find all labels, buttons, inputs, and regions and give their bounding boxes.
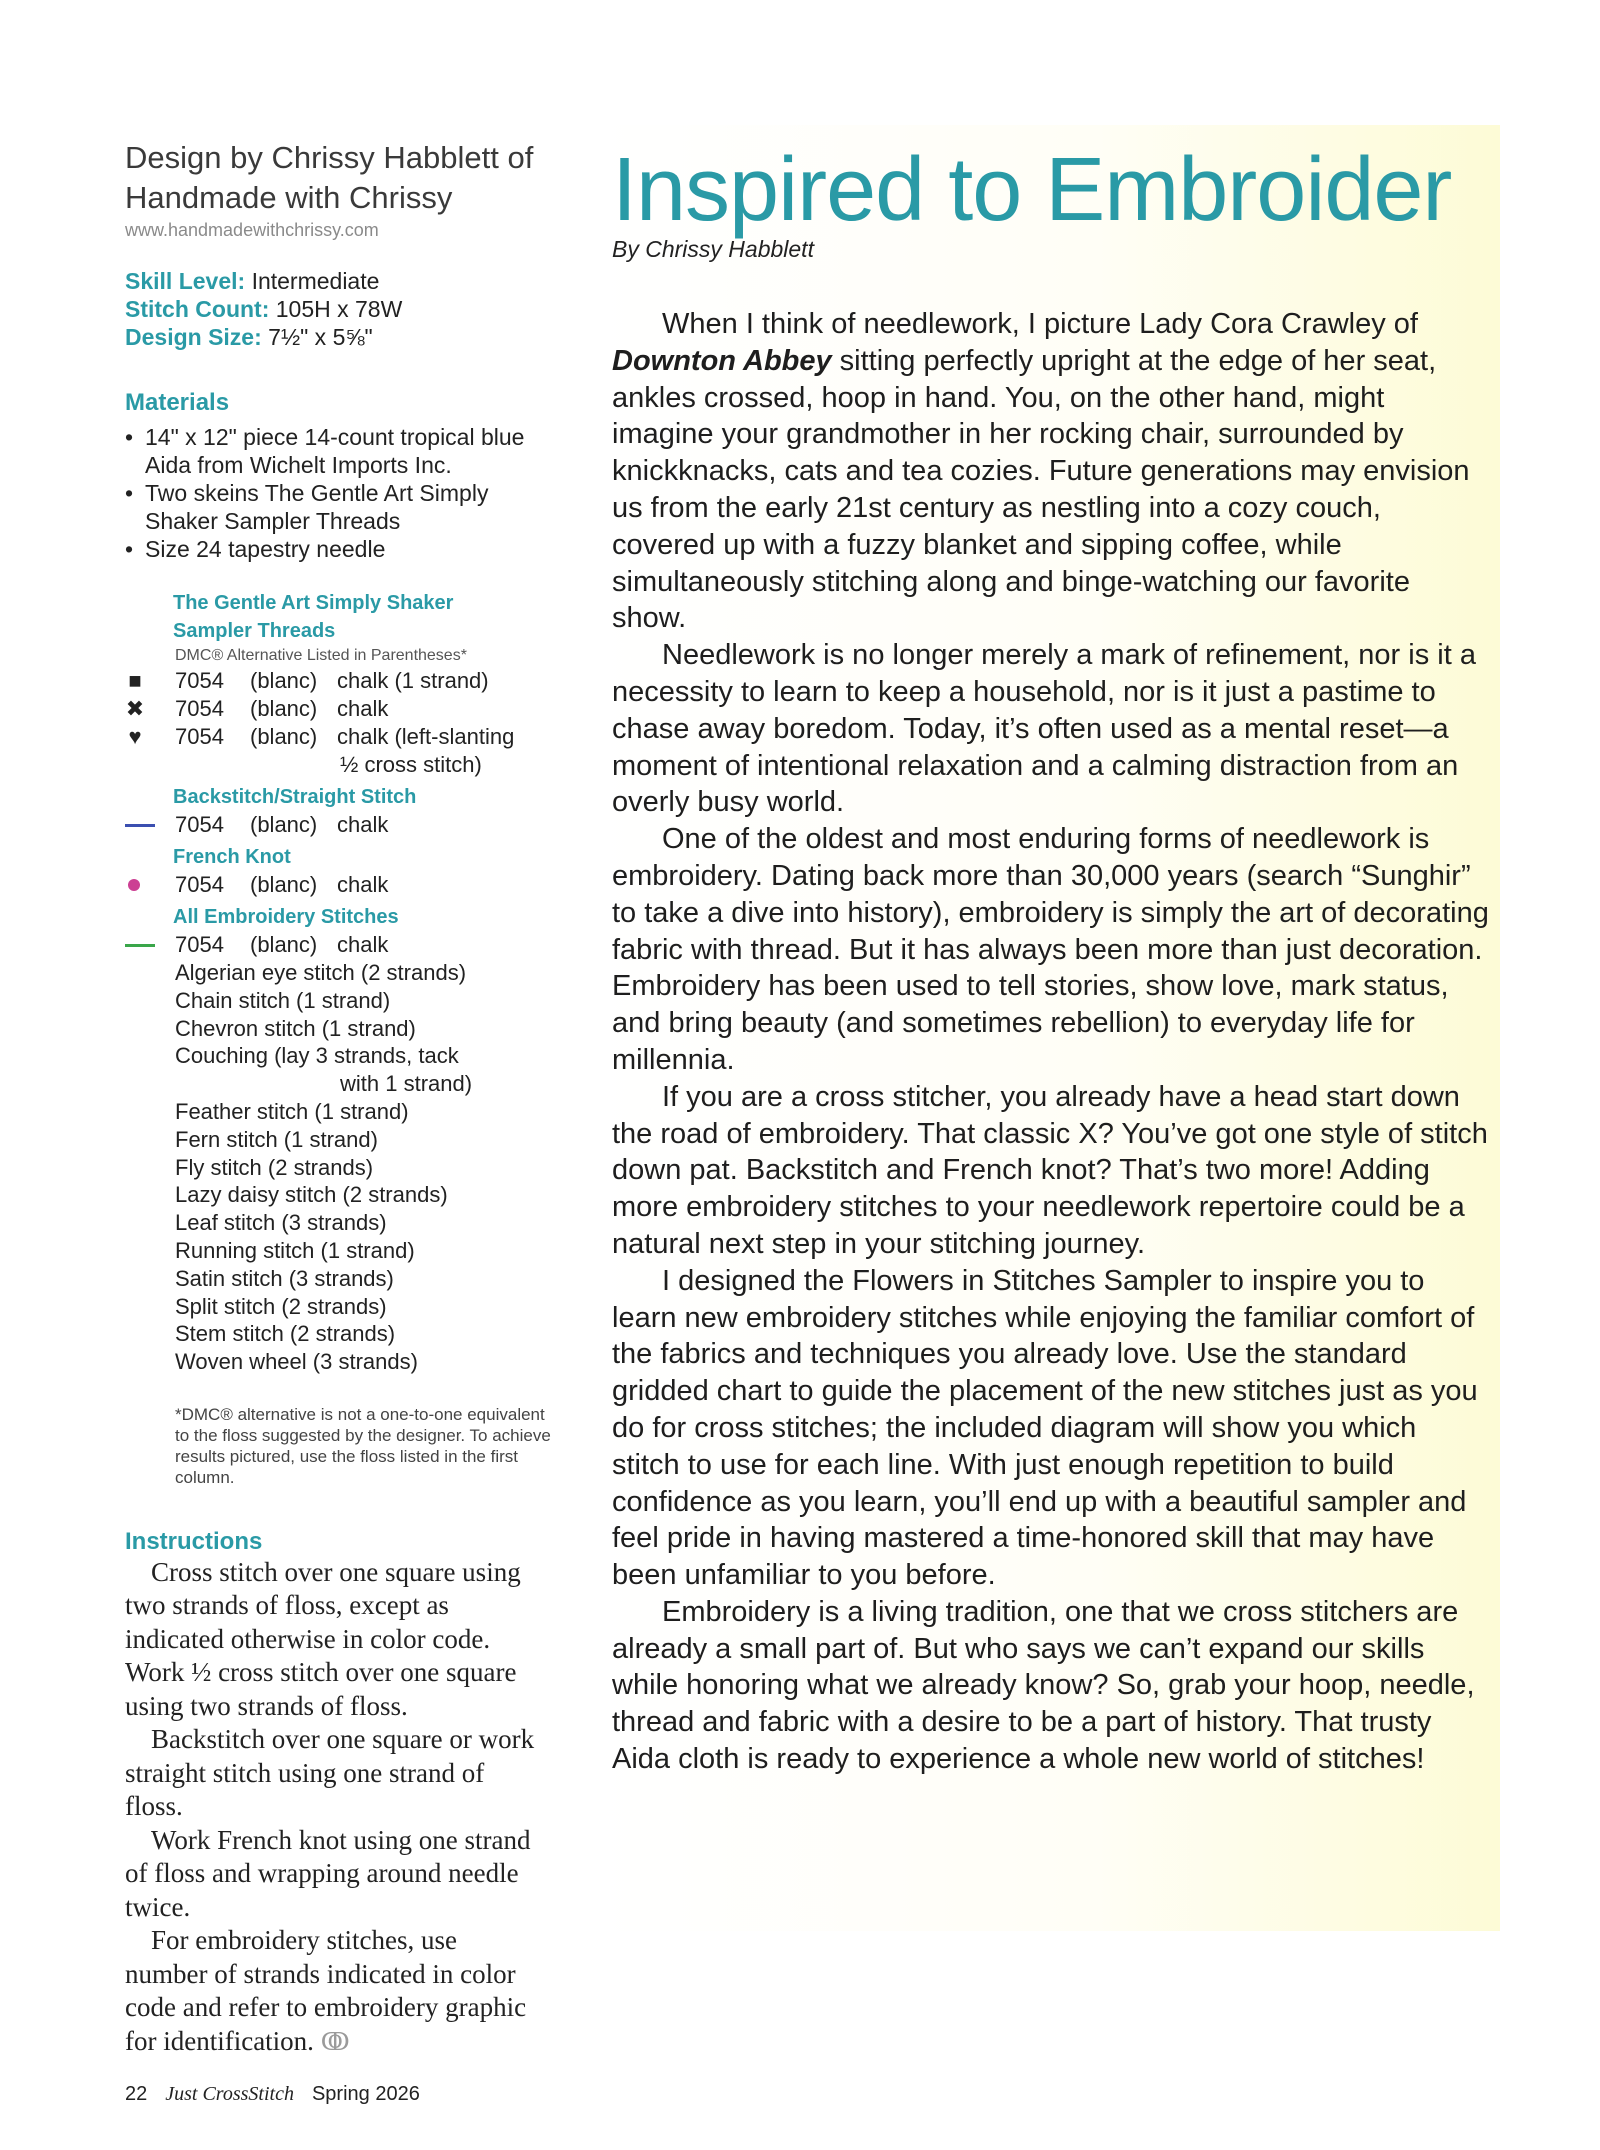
- key-row: 7054 (blanc) chalk: [125, 811, 545, 839]
- embroidery-heading: All Embroidery Stitches: [173, 906, 399, 928]
- stitch-item: Leaf stitch (3 strands): [175, 1210, 387, 1236]
- stitch-item: Split stitch (2 strands): [175, 1293, 387, 1319]
- pattern-specs: [125, 267, 545, 351]
- skill-level: Skill Level: Intermediate: [125, 268, 380, 294]
- materials-heading: Materials: [125, 389, 230, 416]
- stitch-item: Running stitch (1 strand): [175, 1237, 415, 1263]
- backstitch-heading: Backstitch/Straight Stitch: [173, 786, 417, 808]
- page-number: 22: [125, 2083, 148, 2105]
- material-item: • Two skeins The Gentle Art Simply Shaker Sampler Threads: [125, 479, 545, 535]
- stitch-item-continuation: with 1 strand): [340, 1071, 473, 1097]
- design-credit-line1: Design by Chrissy Habblett of: [125, 140, 534, 175]
- stitch-item: Stem stitch (2 strands): [175, 1321, 396, 1347]
- heart-symbol-icon: ♥: [128, 724, 142, 749]
- material-item: • 14" x 12" piece 14-count tropical blue Aida from Wichelt Imports Inc.: [125, 423, 545, 479]
- green-line-icon: [125, 944, 155, 947]
- dmc-note: DMC® Alternative Listed in Parentheses*: [175, 647, 467, 664]
- thread-brand-heading-2: Sampler Threads: [173, 620, 336, 642]
- article-title: Inspired to Embroider: [612, 140, 1452, 240]
- instruction-paragraph: For embroidery stitches, use number of strands indicated in color code and refer to embroidery graphic for identification. ↂ: [125, 1925, 527, 2056]
- page-footer: [125, 2083, 420, 2106]
- instruction-paragraph: Backstitch over one square or work straight stitch using one strand of floss.: [125, 1724, 535, 1822]
- key-row: ♥ 7054 (blanc) chalk (left-slanting: [125, 723, 545, 751]
- article-paragraph: I designed the Flowers in Stitches Sampler to inspire you to learn new embroidery stitches while enjoying the familiar comfort of the fabrics and techniques you already love. Use the standard gridded chart to guide the placement of the new stitches just as you do for cross stitches; the included diagram will show you which stitch to use for each line. With just enough repetition to build confidence as you learn, you’ll end up with a beautiful sampler and feel pride in having mastered a time-honored skill that may have been unfamiliar to you before.: [612, 1264, 1478, 1592]
- design-size: Design Size: 7½" x 5⅝": [125, 324, 373, 350]
- magazine-name: Just CrossStitch: [165, 2083, 294, 2105]
- stitch-item: Fern stitch (1 strand): [175, 1126, 378, 1152]
- end-mark-icon: ↂ: [320, 2029, 350, 2056]
- article-paragraph: When I think of needlework, I picture Lady Cora Crawley of Downton Abbey sitting perfectly upright at the edge of her seat, ankles crossed, hoop in hand. You, on the other hand, might imagine your grandmother in her rocking chair, surrounded by knickknacks, cats and tea cozies. Future generations may envision us from the early 21st century as nestling into a cozy couch, covered up with a fuzzy blanket and sipping coffee, while simultaneously stitching along and binge-watching our favorite show.: [612, 308, 1470, 635]
- design-credit-line2: Handmade with Chrissy: [125, 180, 453, 215]
- key-row: ✖ 7054 (blanc) chalk: [125, 696, 389, 721]
- material-item: • Size 24 tapestry needle: [125, 535, 545, 563]
- article-body: [612, 306, 1492, 1778]
- stitch-item: Satin stitch (3 strands): [175, 1265, 394, 1291]
- stitch-item: Chain stitch (1 strand): [175, 987, 391, 1013]
- article-byline: By Chrissy Habblett: [612, 236, 814, 262]
- show-title: Downton Abbey: [612, 344, 832, 377]
- blue-line-icon: [125, 824, 155, 827]
- instructions-heading: Instructions: [125, 1527, 263, 1555]
- stitch-item: Woven wheel (3 strands): [175, 1349, 418, 1375]
- key-row: ■ 7054 (blanc) chalk (1 strand): [125, 667, 545, 695]
- embroidery-stitch-list: [175, 959, 545, 1376]
- dmc-footnote: *DMC® alternative is not a one-to-one equivalent to the floss suggested by the designer. To achieve results pictured, use the floss listed in the first column.: [175, 1404, 551, 1487]
- stitch-item: Feather stitch (1 strand): [175, 1098, 409, 1124]
- stitch-item: Algerian eye stitch (2 strands): [175, 960, 467, 985]
- stitch-item: Chevron stitch (1 strand): [175, 1015, 416, 1041]
- article-paragraph: Embroidery is a living tradition, one that we cross stitchers are already a small part of. But who says we can’t expand our skills while honoring what we already know? So, grab your hoop, needle, thread and fabric with a desire to be a part of history. That trusty Aida cloth is ready to experience a whole new world of stitches!: [612, 1595, 1475, 1776]
- materials-list: [125, 423, 545, 563]
- square-symbol-icon: ■: [128, 668, 142, 693]
- instructions-body: [125, 1556, 545, 2061]
- french-knot-heading: French Knot: [173, 846, 291, 868]
- stitch-item: Couching (lay 3 strands, tack: [175, 1043, 459, 1069]
- key-row: 7054 (blanc) chalk: [125, 931, 545, 959]
- pattern-sidebar: [125, 138, 551, 2060]
- issue-date: Spring 2026: [311, 2083, 420, 2105]
- stitch-count: Stitch Count: 105H x 78W: [125, 296, 403, 322]
- instruction-paragraph: Work French knot using one strand of floss and wrapping around needle twice.: [125, 1824, 531, 1922]
- color-key: [125, 589, 551, 1488]
- article-paragraph: One of the oldest and most enduring forms of needlework is embroidery. Dating back more than 30,000 years (search “Sunghir” to take a dive into history), embroidery is simply the art of decorating fabric with thread. But it has always been more than just decoration. Embroidery has been used to tell stories, show love, mark status, and bring beauty (and sometimes rebellion) to everyday life for millennia.: [612, 823, 1489, 1076]
- instruction-paragraph: Cross stitch over one square using two strands of floss, except as indicated otherwise in color code. Work ½ cross stitch over one square using two strands of floss.: [125, 1556, 521, 1721]
- key-row-continuation: ½ cross stitch): [340, 752, 482, 777]
- stitch-item: Fly stitch (2 strands): [175, 1154, 374, 1180]
- x-symbol-icon: ✖: [125, 696, 145, 721]
- thread-brand-heading: The Gentle Art Simply Shaker: [173, 592, 454, 614]
- pink-dot-icon: [128, 879, 140, 891]
- stitch-item: Lazy daisy stitch (2 strands): [175, 1182, 448, 1208]
- key-row: 7054 (blanc) chalk: [125, 871, 545, 899]
- designer-website: www.handmadewithchrissy.com: [125, 220, 379, 240]
- article-paragraph: Needlework is no longer merely a mark of refinement, nor is it a necessity to learn to keep a household, nor is it just a pastime to chase away boredom. Today, it’s often used as a mental reset—a moment of intentional relaxation and a calming distraction from an overly busy world.: [612, 639, 1476, 819]
- article-paragraph: If you are a cross stitcher, you already have a head start down the road of embroidery. That classic X? You’ve got one style of stitch down pat. Backstitch and French knot? That’s two more! Adding more embroidery stitches to your needlework repertoire could be a natural next step in your stitching journey.: [612, 1080, 1488, 1260]
